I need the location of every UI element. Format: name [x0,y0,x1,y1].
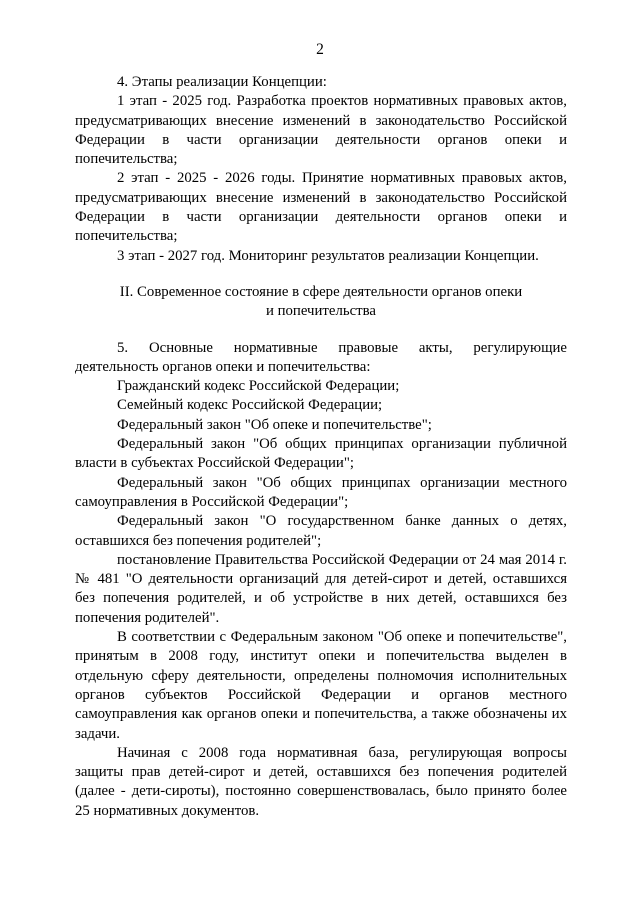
legal-act-item: Федеральный закон "Об общих принципах организации публичной власти в субъектах Российской Федерации"; [75,436,567,472]
page-number: 2 [316,41,324,58]
section-5-intro: 5. Основные нормативные правовые акты, регулирующие деятельность органов опеки и попечительства: [75,339,567,375]
section-2-heading [75,283,567,322]
legal-act-item: Федеральный закон "О государственном банке данных о детях, оставшихся без попечения родителей"; [75,513,567,549]
stage-2-paragraph: 2 этап - 2025 - 2026 годы. Принятие нормативных правовых актов, предусматривающих внесение изменений в законодательство Российской Федерации в части организации деятельности органов опеки и попечительства; [75,170,567,245]
section-2-heading-line-2: и попечительства [266,303,376,320]
stage-3-paragraph: 3 этап - 2027 год. Мониторинг результатов реализации Концепции. [117,247,539,264]
stage-1-paragraph: 1 этап - 2025 год. Разработка проектов нормативных правовых актов, предусматривающих внесение изменений в законодательство Российской Федерации в части организации деятельности органов опеки и попечительства; [75,93,567,168]
legal-act-item: Федеральный закон "Об общих принципах организации местного самоуправления в Российской Федерации"; [75,474,567,510]
paragraph-2008-law: В соответствии с Федеральным законом "Об опеке и попечительстве", принятым в 2008 году, институт опеки и попечительства выделен в отдельную сферу деятельности, определены полномочия исполнительных органов субъектов Российской Федерации и органов местного самоуправления как органов опеки и попечительства, а также обозначены их задачи. [75,629,567,742]
section-2-heading-line-1: II. Современное состояние в сфере деятельности органов опеки [119,283,523,300]
legal-act-item: Федеральный закон "Об опеке и попечительстве"; [117,416,432,433]
section-4-title: 4. Этапы реализации Концепции: [117,74,327,90]
legal-act-item: Гражданский кодекс Российской Федерации; [117,378,400,395]
document-body [75,73,567,821]
paragraph-normative-base: Начиная с 2008 года нормативная база, регулирующая вопросы защиты прав детей-сирот и детей, оставшихся без попечения родителей (далее - дети-сироты), постоянно совершенствовалась, было принято более 25 нормативных документов. [75,744,567,819]
legal-act-item: постановление Правительства Российской Федерации от 24 мая 2014 г. № 481 "О деятельности организаций для детей-сирот и детей, оставшихся без попечения родителей, и об устройстве в них детей, оставшихся без попечения родителей". [75,551,567,626]
legal-act-item: Семейный кодекс Российской Федерации; [117,397,383,414]
